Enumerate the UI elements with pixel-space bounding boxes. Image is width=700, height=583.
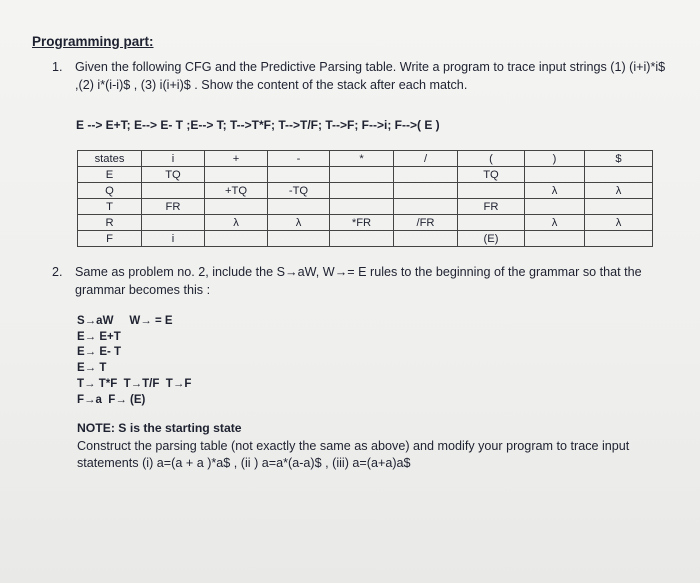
table-cell: - [268,151,330,167]
note-text: NOTE: S is the starting state [77,421,242,435]
problem-1 [52,58,672,94]
table-cell: FR [458,199,525,215]
grammar-rule: F→a F→ (E) [77,393,146,406]
table-cell [268,231,330,247]
table-cell [205,199,268,215]
table-cell: ( [458,151,525,167]
grammar-rule: E→ E- T [77,346,122,359]
table-cell: E [78,167,142,183]
table-cell [585,167,653,183]
table-cell: i [142,231,205,247]
table-row [78,199,653,215]
table-row [78,215,653,231]
table-cell: ) [525,151,585,167]
table-header-row [78,151,653,167]
table-cell: λ [525,215,585,231]
table-cell [525,231,585,247]
table-cell: F [78,231,142,247]
table-cell [142,215,205,231]
problem-2-number: 2. [52,265,63,279]
problem-2-text: Same as problem no. 2, include the S→aW, W→= E rules to the beginning of the grammar so that the grammar becomes this : [75,265,642,297]
table-cell [330,199,394,215]
table-cell [268,199,330,215]
table-cell [330,167,394,183]
table-cell: i [142,151,205,167]
problem-1-text: Given the following CFG and the Predictive Parsing table. Write a program to trace input strings (1) (i+i)*i$ ,(2) i*(i-i)$ , (3) i(i+i)$ . Show the content of the stack after each match. [75,60,666,92]
grammar-rule: E→ E+T [77,330,121,343]
parsing-table [77,150,653,247]
table-cell: R [78,215,142,231]
table-cell [525,199,585,215]
table-row [78,183,653,199]
table-cell [394,183,458,199]
page-heading: Programming part: [32,34,154,49]
grammar-line: E --> E+T; E--> E- T ;E--> T; T-->T*F; T-->T/F; T-->F; F-->i; F-->( E ) [76,118,440,132]
table-cell [330,231,394,247]
table-cell [458,215,525,231]
grammar-rule: E→ T [77,362,107,375]
table-cell [585,199,653,215]
table-cell [268,167,330,183]
table-cell: λ [268,215,330,231]
table-cell: +TQ [205,183,268,199]
table-cell [525,167,585,183]
table-row [78,231,653,247]
table-cell [394,167,458,183]
construct-instructions: Construct the parsing table (not exactly the same as above) and modify your program to trace input statements (i) a=(a + a )*a$ , (ii ) a=a*(a-a)$ , (iii) a=(a+a)a$ [77,439,630,470]
table-cell: λ [525,183,585,199]
table-cell [585,231,653,247]
table-cell [394,231,458,247]
problem-2 [52,263,672,299]
table-cell: states [78,151,142,167]
table-cell: Q [78,183,142,199]
table-cell [330,183,394,199]
table-cell [142,183,205,199]
grammar-rule: S→aW W→ = E [77,315,173,327]
table-cell: $ [585,151,653,167]
table-cell [205,231,268,247]
table-cell: / [394,151,458,167]
table-cell [205,167,268,183]
table-cell: FR [142,199,205,215]
table-cell [458,183,525,199]
table-cell: λ [585,183,653,199]
table-cell: -TQ [268,183,330,199]
table-cell: * [330,151,394,167]
table-cell: *FR [330,215,394,231]
table-cell: TQ [142,167,205,183]
problem-1-number: 1. [52,60,63,74]
table-cell: /FR [394,215,458,231]
table-cell: λ [205,215,268,231]
table-cell: + [205,151,268,167]
grammar-rule: T→ T*F T→T/F T→F [77,377,192,390]
table-cell: T [78,199,142,215]
grammar-rules [77,314,191,408]
table-cell: λ [585,215,653,231]
table-cell: (E) [458,231,525,247]
table-row [78,167,653,183]
table-cell: TQ [458,167,525,183]
table-cell [394,199,458,215]
